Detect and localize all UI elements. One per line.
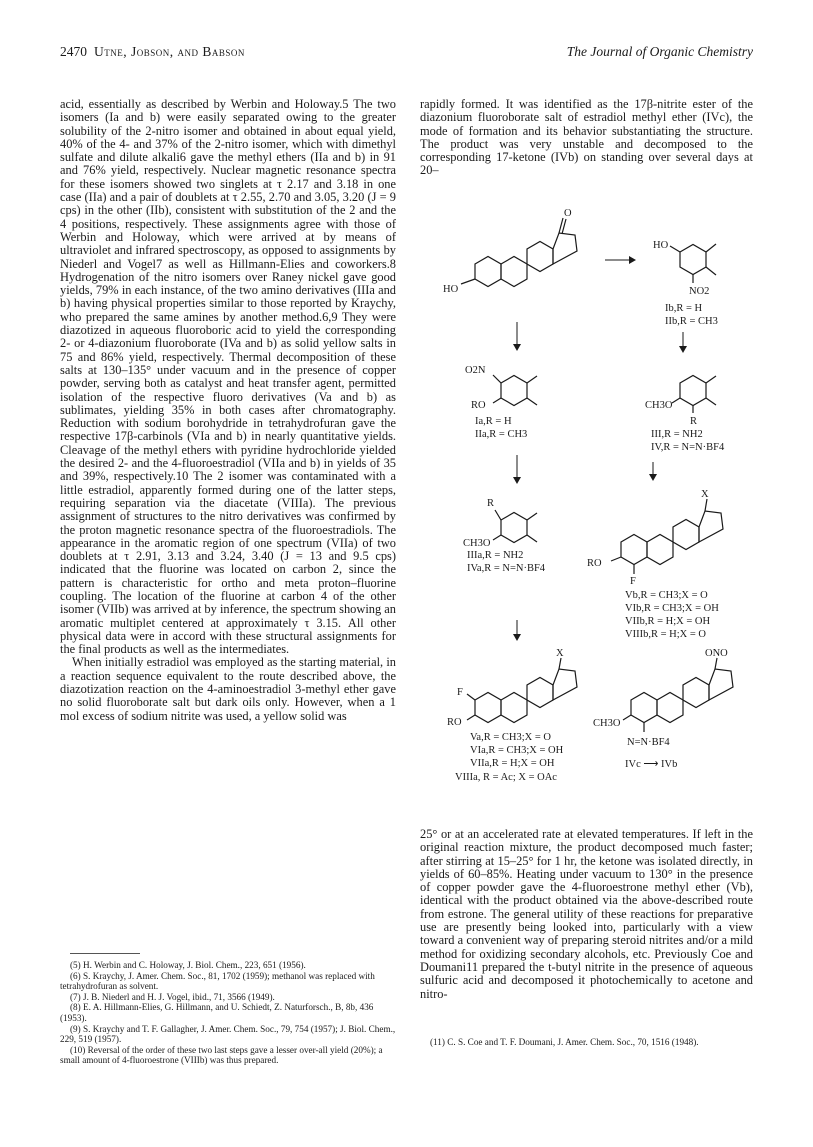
body-paragraph: rapidly formed. It was identified as the 17β-nitrite ester of the diazonium fluoroborate salt of estradiol methyl ether (IVc), the mode of formation and its behavior substantiating the structure. The product was very unstable and decomposed to the corresponding 17-ketone (IVb) on standing over several days at 20–: [420, 97, 753, 178]
compound-label: VIIb,R = H;X = OH: [625, 616, 711, 627]
compound-label: IIa,R = CH3: [475, 429, 528, 440]
compound-label: IIb,R = CH3: [665, 316, 718, 327]
atom-label: X: [556, 648, 564, 659]
atom-label: RO: [471, 400, 486, 411]
journal-title: The Journal of Organic Chemistry: [566, 44, 753, 59]
footnote: (6) S. Kraychy, J. Amer. Chem. Soc., 81, 1702 (1959); methanol was replaced with tetrahydrofuran as solvent.: [60, 970, 375, 992]
compound-label: Va,R = CH3;X = O: [470, 732, 551, 743]
atom-label: R: [690, 416, 698, 427]
footnote: (9) S. Kraychy and T. F. Gallagher, J. Amer. Chem. Soc., 79, 754 (1957); J. Biol. Chem., 229, 519 (1957).: [60, 1023, 396, 1045]
footnote: (10) Reversal of the order of these two last steps gave a lesser over-all yield (20%); a small amount of 4-fluoroestrone (VIIIb) was thus prepared.: [60, 1044, 383, 1066]
compound-label: IVc ⟶ IVb: [625, 759, 678, 770]
atom-label: RO: [587, 558, 602, 569]
atom-label: F: [457, 687, 463, 698]
compound-label: IIIa,R = NH2: [467, 550, 524, 561]
right-column-top: [420, 98, 753, 178]
left-column: [60, 98, 396, 723]
iii-structure: [672, 376, 716, 414]
iiia-structure: [493, 510, 537, 543]
compound-label: Vb,R = CH3;X = O: [625, 590, 708, 601]
left-footnotes: [60, 960, 396, 1066]
compound-label: III,R = NH2: [651, 429, 703, 440]
atom-label: F: [630, 576, 636, 587]
body-paragraph: When initially estradiol was employed as the starting material, in a reaction sequence equivalent to the route described above, the diazotization reaction on the 4-aminoestradiol 3-methyl ether gave no solid fluoroborate salt but dark oils only. However, when a 1 mol excess of sodium nitrite was used, a yellow solid was: [60, 655, 396, 723]
page-number: 2470: [60, 44, 87, 59]
atom-label: HO: [443, 284, 459, 295]
atom-label: CH3O: [593, 718, 621, 729]
compound-label: Ia,R = H: [475, 416, 512, 427]
running-authors: Utne, Jobson, and Babson: [94, 44, 245, 59]
right-footnotes: [430, 1037, 753, 1048]
ib-structure: [670, 244, 716, 283]
footnote: (11) C. S. Coe and T. F. Doumani, J. Amer. Chem. Soc., 70, 1516 (1948).: [430, 1037, 699, 1047]
atom-label: R: [487, 498, 495, 509]
estrone-structure: [461, 218, 577, 287]
ia-structure: [493, 375, 537, 406]
right-column-bottom: [420, 828, 753, 1001]
compound-label: Ib,R = H: [665, 303, 703, 314]
atom-label: O2N: [465, 365, 486, 376]
atom-label: HO: [653, 240, 669, 251]
footnote: (7) J. B. Niederl and H. J. Vogel, ibid., 71, 3566 (1949).: [70, 991, 275, 1002]
compound-label: IV,R = N=N·BF4: [651, 442, 725, 453]
reaction-scheme: [425, 200, 755, 820]
footnote-rule: [70, 953, 140, 954]
compound-label: IVa,R = N=N·BF4: [467, 563, 546, 574]
atom-label: ONO: [705, 648, 728, 659]
footnote: (8) E. A. Hillmann-Elies, G. Hillmann, and U. Schiedt, Z. Naturforsch., B, 8b, 436 (1953).: [60, 1002, 374, 1023]
atom-label: N=N·BF4: [627, 737, 670, 748]
compound-label: VIIIa, R = Ac; X = OAc: [455, 772, 557, 783]
atom-label: X: [701, 489, 709, 500]
compound-label: VIb,R = CH3;X = OH: [625, 603, 719, 614]
atom-label: NO2: [689, 286, 710, 297]
atom-label: O: [564, 208, 572, 219]
compound-label: VIIIb,R = H;X = O: [625, 629, 706, 640]
compound-label: VIIa,R = H;X = OH: [470, 758, 555, 769]
va-structure: [467, 658, 577, 723]
body-paragraph: 25° or at an accelerated rate at elevated temperatures. If left in the original reaction mixture, the product decomposed much faster; after stirring at 15–25° for 1 hr, the ketone was isolated directly, in yields of 60–85%. Heating under vacuum to 130° in the presence of copper powder gave the 4-fluoroestrone methyl ether (Vb), identical with the product obtained via the above-described route from estrone. The general utility of these reactions for preparative use are presently being looked into, particularly with a view toward a convenient way of preparing steroid nitrites and/or a mild method for oxidizing secondary alcohols, etc. Previously Coe and Doumani11 prepared the t-butyl nitrite in the presence of aqueous sulfuric acid and decomposed it photochemically to acetone and nitro-: [420, 827, 753, 1001]
compound-label: VIa,R = CH3;X = OH: [470, 745, 564, 756]
atom-label: CH3O: [463, 538, 491, 549]
atom-label: RO: [447, 717, 462, 728]
atom-label: CH3O: [645, 400, 673, 411]
vb-structure: [611, 499, 723, 574]
body-paragraph: acid, essentially as described by Werbin and Holoway.5 The two isomers (Ia and b) were easily separated owing to the greater solubility of the 2-nitro isomer and obtained in about equal yield, 40% of the 4- and 37% of the 2-nitro isomer, which with dimethyl sulfate and dilute alkali6 gave the methyl ethers (IIa and b) in 91 and 76% yield, respectively. Nuclear magnetic resonance spectra for these isomers showed two singlets at τ 2.17 and 3.18 in one case (IIa) and a pair of doublets at τ 2.55, 2.70 and 3.05, 3.20 (J = 9 cps) in the other (IIb), consistent with substitution of the 2 and the 4 positions, respectively. These assignments agree with those of Werbin and Holoway, which were arrived at by means of ultraviolet and infrared spectroscopy, as opposed to assignments by Niederl and Vogel7 as well as Hillmann-Elies and coworkers.8 Hydrogenation of the nitro isomers over Raney nickel gave good yields, 79% in each instance, of the two amino derivatives (IIIa and b) having physical properties similar to those reported by Kraychy, who prepared the same amines by another method.6,9 They were diazotized in aqueous fluoroboric acid to yield the corresponding 2- or 4-diazonium fluoroborate (IVa and b) as solid yellow salts in 75 and 86% yield, respectively. Thermal decomposition of these salts at 130–135° under vacuum and in the presence of copper powder, serving both as catalyst and heat transfer agent, permitted isolation of the respective fluoro derivatives (Va and b) as sublimates, yielding 35% in both cases after chromatography. Reduction with sodium borohydride in tetrahydrofuran gave the respective 17β-carbinols (VIa and b) in nearly quantitative yields. Cleavage of the methyl ethers with pyridine hydrochloride yielded the desired 2- and the 4-fluoroestradiol (VIIa and b) in yields of 35 and 39%, respectively.10 The 2 isomer was contaminated with a little estradiol, apparently formed during one of the latter steps, requiring separation via the diacetate (VIIIa). The previous assignment of structures to the nitro derivatives was confirmed by the proton magnetic resonance spectra of the fluoroestradiols. The appearance in the aromatic region of one spectrum (VIIa) of two doublets at τ 2.91, 3.13 and 3.24, 3.40 (J = 13 and 9.5 cps) indicated that the fluorine was located on carbon 2, since the pattern is characteristic for ortho and meta proton–fluorine coupling. The location of the fluorine at carbon 4 of the other isomer (VIIb) was arrived at by inference, the spectrum showing an aromatic multiplet centered at approximately τ 3.15. All other physical data were in accord with these structural assignments for the final products as well as the intermediates.: [60, 97, 396, 657]
running-header: [60, 44, 753, 66]
footnote: (5) H. Werbin and C. Holoway, J. Biol. Chem., 223, 651 (1956).: [70, 960, 306, 970]
ivc-structure: [623, 658, 733, 732]
